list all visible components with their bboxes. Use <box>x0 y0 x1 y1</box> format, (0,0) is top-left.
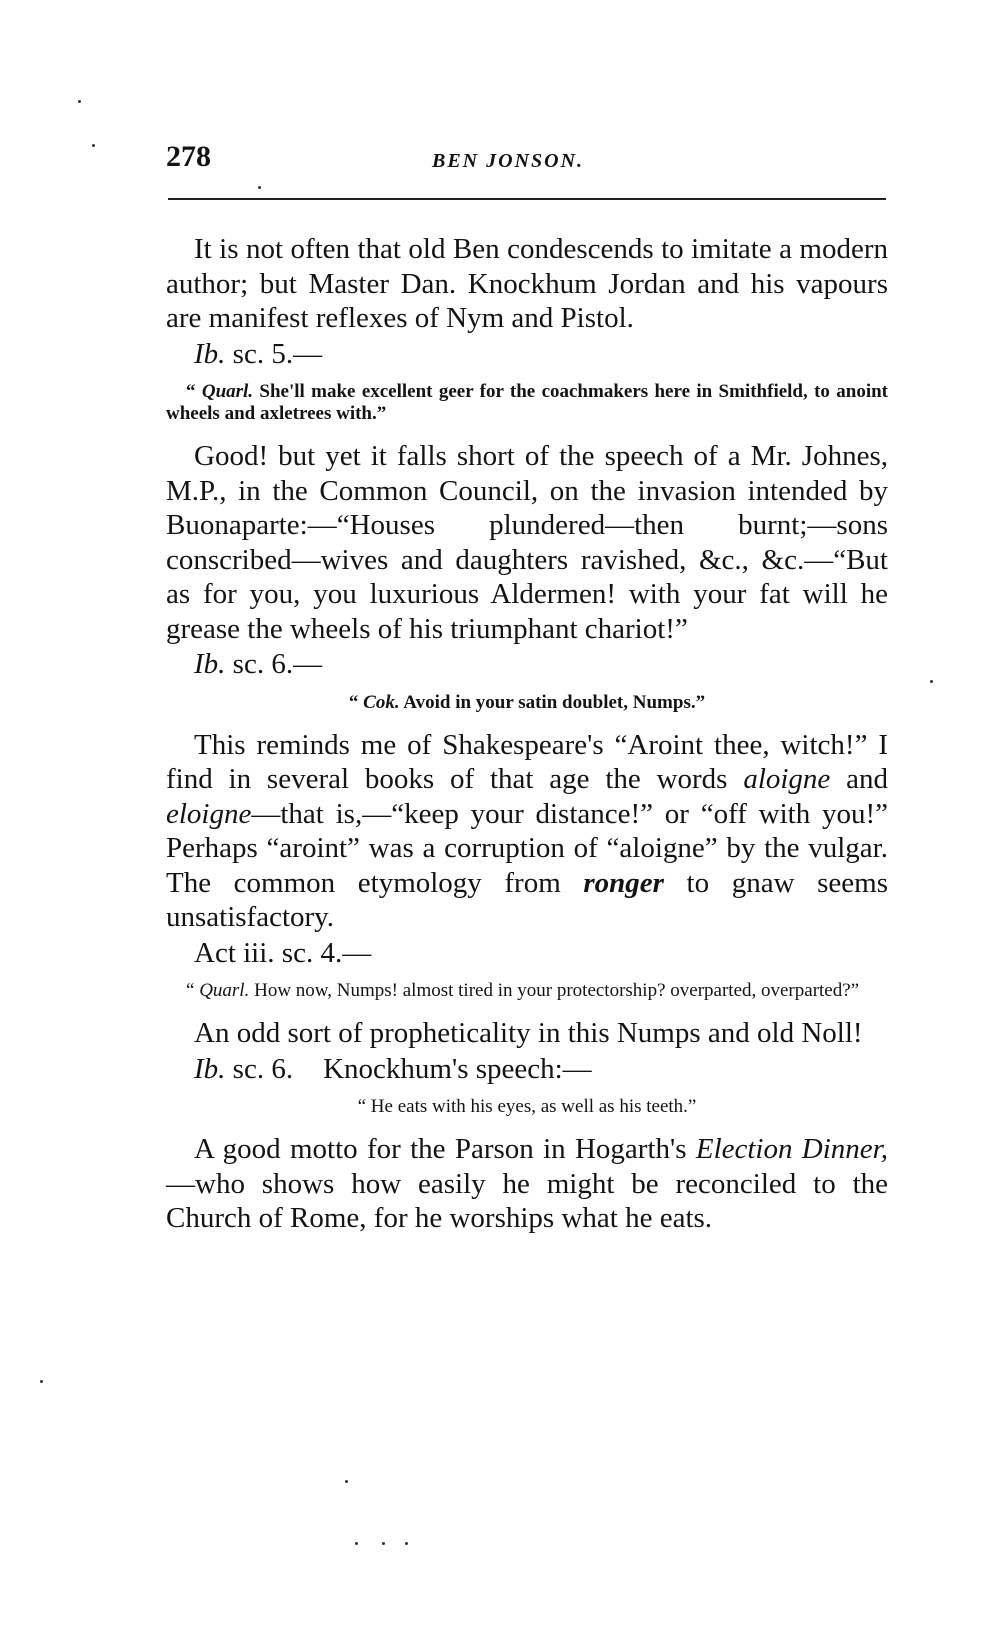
page-number: 278 <box>166 140 211 173</box>
quote-open: “ <box>348 691 364 713</box>
page-speck <box>258 186 261 189</box>
quote-speaker: Quarl. <box>199 980 250 1001</box>
paragraph-5 <box>166 1132 888 1236</box>
ref-rest: Knockhum's speech:— <box>323 1052 592 1085</box>
quote-speaker: Cok. <box>363 691 400 713</box>
header-rule <box>168 198 886 200</box>
page-speck <box>355 1542 358 1545</box>
reference-4 <box>166 1052 888 1087</box>
running-title: BEN JONSON. <box>432 150 585 172</box>
quote-speaker: Quarl. <box>201 381 254 402</box>
ref-text: sc. 6. <box>225 1052 294 1085</box>
page-speck <box>405 1542 408 1545</box>
quote-1 <box>166 381 888 425</box>
reference-2 <box>166 647 888 682</box>
quote-text: Avoid in your satin doublet, Numps.” <box>399 691 706 713</box>
p3-text-d: to gnaw seems unsatisfactory. <box>166 866 888 933</box>
reference-3: Act iii. sc. 4.— <box>194 936 372 969</box>
paragraph-3 <box>166 728 888 935</box>
ref-text: sc. 6.— <box>225 648 323 680</box>
ref-abbr: Ib. <box>194 648 226 680</box>
body-text <box>166 232 888 1236</box>
p5-text-a: A good motto for the Parson in Hogarth's <box>194 1133 696 1165</box>
page-header <box>166 140 886 180</box>
ref-abbr: Ib. <box>194 337 226 370</box>
word-aloigne: aloigne <box>743 763 831 795</box>
p5-text-b: —who shows how easily he might be reconciled to the Church of Rome, for he worships what he eats. <box>166 1167 888 1234</box>
page-speck <box>40 1380 43 1383</box>
paragraph-2: Good! but yet it falls short of the speech of a Mr. Johnes, M.P., in the Common Council, on the invasion intended by Buonaparte:—“Houses plundered—then burnt;—sons conscribed—wives and daughters ravished, &c., &c.—“But as for you, you luxurious Aldermen! with your fat will he grease the wheels of his triumphant chariot!” <box>166 440 888 645</box>
quote-2 <box>166 692 888 714</box>
quote-text: She'll make excellent geer for the coachmakers here in Smithfield, to anoint wheels and axletrees with.” <box>166 381 888 424</box>
quote-text: How now, Numps! almost tired in your protectorship? overparted, overparted?” <box>249 980 860 1001</box>
paragraph-4: An odd sort of propheticality in this Numps and old Noll! <box>194 1017 863 1049</box>
page-speck <box>78 100 81 103</box>
word-ronger: ronger <box>583 866 664 899</box>
quote-open: “ <box>186 980 200 1001</box>
quote-4: “ He eats with his eyes, as well as his teeth.” <box>357 1096 697 1117</box>
word-eloigne: eloigne <box>166 797 252 830</box>
page-speck <box>382 1542 385 1545</box>
p3-text-b: and <box>830 763 889 795</box>
reference-1 <box>166 337 888 372</box>
quote-3 <box>166 980 888 1002</box>
p3-text-a: This reminds me of Shakespeare's “Aroint thee, witch!” I find in several books of that age the words <box>166 728 888 795</box>
paragraph-1: It is not often that old Ben condescends to imitate a modern author; but Master Dan. Knockhum Jordan and his vapours are manifest reflexes of Nym and Pistol. <box>166 233 888 334</box>
page-speck <box>92 144 95 147</box>
ref-abbr: Ib. <box>194 1052 226 1085</box>
p3-text-c: —that is,—“keep your distance!” or “off with you!” Perhaps “aroint” was a corruption of “aloigne” by the vulgar. The common etymology from <box>166 797 888 899</box>
page-speck <box>930 680 933 683</box>
page-speck <box>345 1480 348 1483</box>
ref-text: sc. 5.— <box>225 337 323 370</box>
quote-open: “ <box>186 381 202 402</box>
title-election-dinner: Election Dinner, <box>695 1133 889 1165</box>
